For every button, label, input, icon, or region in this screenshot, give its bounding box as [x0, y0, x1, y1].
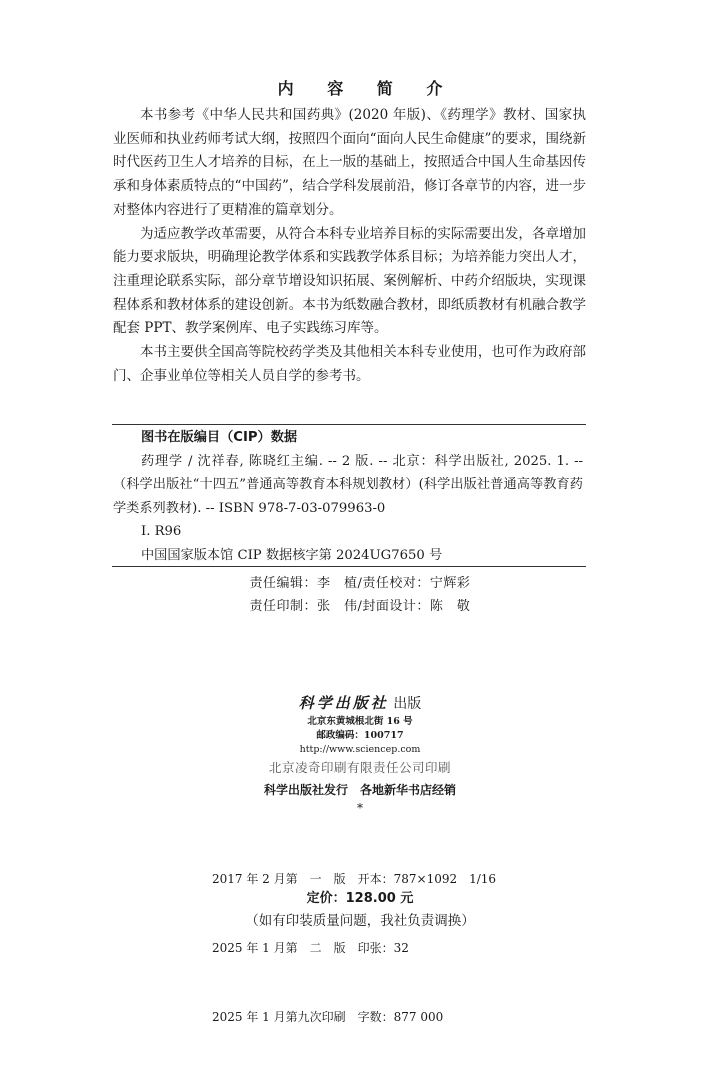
editorial-staff [0, 572, 720, 618]
imprint-details [212, 822, 512, 1075]
cip-classification: Ⅰ. R96 [141, 524, 182, 539]
publisher-suffix: 出版 [393, 696, 422, 712]
summary-paragraph: 为适应教学改革需要，从符合本科专业培养目标的实际需要出发，各章增加能力要求版块，明确理论教学体系和实践教学体系目标；为培养能力突出人才，注重理论联系实际，部分章节增设知识拓展、案例解析、中药介绍版块，实现课程体系和教材体系的建设创新。本书为纸数融合教材，即纸质教材有机融合教学配套 PPT、教学案例库、电子实践练习库等。 [113, 225, 586, 337]
imprint-line: 2025 年 1 月第 二 版 印张：32 [212, 941, 409, 955]
publisher-website: http://www.sciencep.com [299, 744, 421, 755]
cip-bottom-rule [112, 566, 586, 567]
cip-description: 药理学 / 沈祥春, 陈晓红主编. -- 2 版. -- 北京：科学出版社, 2025. 1. --（科学出版社“十四五”普通高等教育本科规划教材）(科学出版社普通高等教育药学类系列教材). -- ISBN 978-7-03-079963-0 [113, 453, 583, 516]
cip-block [113, 426, 583, 567]
publisher-colophon [0, 692, 720, 815]
imprint-line: 2017 年 2 月第 一 版 开本：787×1092 1/16 [212, 872, 497, 886]
cip-top-rule [112, 424, 586, 425]
quality-notice: （如有印装质量问题，我社负责调换） [245, 913, 475, 929]
publisher-logo: 科学出版社 [298, 694, 389, 712]
imprint-line: 2025 年 1 月第九次印刷 字数：877 000 [212, 1010, 444, 1024]
content-summary [113, 104, 586, 388]
summary-paragraph: 本书参考《中华人民共和国药典》(2020 年版)、《药理学》教材、国家执业医师和执业药师考试大纲，按照四个面向“面向人民生命健康”的要求，围绕新时代医药卫生人才培养的目标，在上一版的基础上，按照适合中国人生命基因传承和身体素质特点的“中国药”，结合学科发展前沿，修订各章节的内容，进一步对整体内容进行了更精准的篇章划分。 [113, 107, 586, 218]
printer-name: 北京凌奇印刷有限责任公司印刷 [268, 760, 451, 775]
staff-line: 责任编辑：李 植/责任校对：宁辉彩 [249, 576, 471, 591]
price: 定价：128.00 元 [306, 891, 414, 906]
cip-record-number: 中国国家版本馆 CIP 数据核字第 2024UG7650 号 [141, 547, 443, 563]
publisher-address: 北京东黄城根北街 16 号 [307, 716, 413, 727]
page-title: 内 容 简 介 [277, 79, 457, 98]
publisher-line [0, 692, 720, 715]
separator-star: * [357, 801, 363, 815]
distribution-line: 科学出版社发行 各地新华书店经销 [263, 783, 456, 797]
publisher-postcode: 邮政编码：100717 [316, 730, 404, 741]
staff-line: 责任印制：张 伟/封面设计：陈 敬 [249, 599, 471, 614]
cip-heading: 图书在版编目（CIP）数据 [141, 430, 298, 445]
summary-paragraph: 本书主要供全国高等院校药学类及其他相关本科专业使用，也可作为政府部门、企事业单位等相关人员自学的参考书。 [113, 344, 586, 384]
